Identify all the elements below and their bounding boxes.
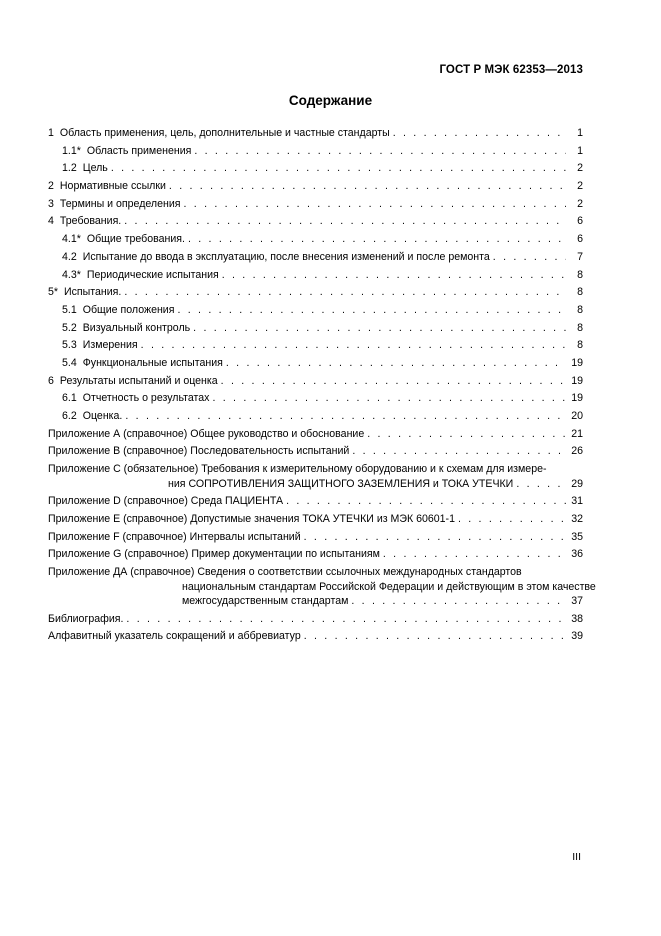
toc-entry-number: 5.3 (62, 339, 77, 352)
toc-entry[interactable] (48, 494, 583, 509)
toc-entry-number: 3 (48, 197, 54, 210)
toc-page-number: 19 (571, 392, 583, 405)
toc-entry-text: Приложение G (справочное) Пример документации по испытаниям (48, 548, 380, 561)
toc-page-number: 2 (577, 197, 583, 210)
toc-entry-text: Измерения (82, 339, 138, 352)
toc-entry-line: Приложение С (обязательное) Требования к измерительному оборудованию и к схемам для измере- (48, 463, 547, 476)
toc-entry[interactable] (48, 391, 583, 406)
toc-entry-label (48, 427, 364, 442)
toc-entry-text: Оценка. (82, 410, 123, 422)
toc-entry-number: 1.2 (62, 162, 77, 175)
toc-page-number: 35 (571, 530, 583, 543)
toc-entry-label (48, 494, 283, 509)
toc-title: Содержание (288, 93, 373, 108)
toc-entry-number: 4.2 (62, 250, 77, 263)
dot-leader (286, 494, 566, 509)
toc-entry[interactable] (48, 512, 583, 527)
toc-entry[interactable] (48, 161, 583, 176)
dot-leader (304, 530, 566, 545)
toc-entry-appendix-da[interactable] (48, 565, 596, 609)
dot-leader (188, 232, 566, 247)
dot-leader (516, 477, 566, 492)
toc-entry[interactable] (48, 232, 583, 247)
toc-page-number: 29 (571, 477, 583, 490)
toc-entry-label (48, 530, 301, 545)
toc-entry[interactable] (48, 250, 583, 265)
dot-leader (126, 612, 566, 627)
toc-main-list (48, 126, 583, 459)
toc-entry-text: Визуальный контроль (82, 321, 191, 334)
toc-entry-text: Функциональные испытания (82, 356, 223, 369)
toc-page-number: 7 (577, 250, 583, 263)
toc-entry[interactable] (48, 427, 583, 442)
toc-entry-text: Цель (82, 162, 108, 175)
toc-entry-label (48, 374, 218, 389)
toc-entry[interactable] (48, 197, 583, 212)
toc-entry[interactable] (48, 444, 583, 459)
toc-entry[interactable] (48, 214, 583, 229)
toc-page-number: 21 (571, 427, 583, 440)
toc-entry-text: Периодические испытания (86, 268, 219, 281)
dot-leader (212, 391, 566, 406)
toc-entry-number: 2 (48, 180, 54, 193)
toc-entry-number: 6 (48, 374, 54, 387)
toc-entry-text: Область применения, цель, дополнительные и частные стандарты (59, 127, 390, 139)
toc-entry[interactable] (48, 268, 583, 283)
toc-entry-label (48, 629, 301, 644)
toc-entry-text: Приложение В (справочное) Последовательность испытаний (48, 445, 350, 458)
toc-page-number: 19 (571, 374, 583, 387)
dot-leader (184, 197, 566, 212)
toc-entry-label (62, 391, 209, 406)
toc-entry-label (62, 303, 174, 318)
toc-entry-text: Область применения (86, 144, 192, 157)
toc-entry-label (48, 214, 121, 229)
toc-entry[interactable] (48, 285, 583, 300)
table-of-contents (48, 126, 596, 647)
toc-entry-text: Требования. (59, 215, 122, 228)
toc-entry-label (62, 356, 223, 371)
toc-entry-text: Испытание до ввода в эксплуатацию, после внесения изменений и после ремонта (82, 250, 490, 263)
toc-entry-label (48, 547, 380, 562)
toc-entry-number: 6.2 (62, 410, 77, 422)
toc-page-number: 8 (577, 321, 583, 334)
page-number: III (572, 851, 581, 863)
dot-leader (304, 629, 566, 644)
toc-entry-text: Общие положения (82, 303, 175, 316)
toc-entry-text: Результаты испытаний и оценка (59, 374, 218, 387)
dot-leader (393, 126, 566, 141)
document-code: ГОСТ Р МЭК 62353—2013 (439, 64, 583, 76)
toc-entry-text: Отчетность о результатах (82, 392, 210, 405)
toc-entry[interactable] (48, 303, 583, 318)
toc-entry-label (62, 232, 185, 247)
toc-page-number: 32 (571, 512, 583, 525)
toc-entry-number: 1.1* (62, 144, 81, 157)
toc-entry[interactable] (48, 530, 583, 545)
toc-page-number: 39 (571, 630, 583, 643)
toc-entry-line: ния СОПРОТИВЛЕНИЯ ЗАЩИТНОГО ЗАЗЕМЛЕНИЯ и ТОКА УТЕЧКИ (168, 477, 514, 490)
dot-leader (367, 427, 566, 442)
toc-entry-label (62, 338, 138, 353)
toc-page-number: 20 (571, 410, 583, 422)
toc-page-number: 1 (577, 144, 583, 157)
toc-page-number: 38 (571, 612, 583, 625)
dot-leader (124, 214, 566, 229)
toc-entry-label (48, 126, 390, 141)
dot-leader (125, 409, 566, 424)
toc-entry-number: 4 (48, 215, 54, 228)
dot-leader (177, 303, 566, 318)
toc-entry-label (48, 612, 123, 627)
toc-entry-appendix-c[interactable] (48, 462, 583, 491)
toc-page-number: 26 (571, 445, 583, 458)
dot-leader (226, 356, 566, 371)
toc-page-number: 36 (571, 548, 583, 561)
toc-entry[interactable] (48, 547, 583, 562)
toc-page-number: 6 (577, 233, 583, 246)
toc-entry-text: Термины и определения (59, 197, 181, 210)
toc-entry-number: 5.1 (62, 303, 77, 316)
toc-entry-number: 1 (48, 127, 54, 139)
dot-leader (352, 444, 566, 459)
toc-entry-label (62, 321, 190, 336)
toc-entry-text: Приложение Е (справочное) Допустимые значения ТОКА УТЕЧКИ из МЭК 60601-1 (48, 512, 455, 525)
toc-page-number: 8 (577, 268, 583, 281)
toc-page-number: 8 (577, 286, 583, 299)
toc-appendix-list (48, 494, 583, 562)
toc-entry-label (48, 179, 166, 194)
toc-entry-text: Испытания. (64, 286, 122, 299)
toc-page-number: 37 (571, 595, 583, 607)
toc-entry[interactable] (48, 409, 583, 424)
toc-entry-label (48, 444, 349, 459)
toc-entry-label (48, 197, 181, 212)
dot-leader (221, 374, 566, 389)
toc-entry-text: Приложение А (справочное) Общее руководство и обоснование (48, 427, 365, 440)
toc-entry-line: Приложение ДА (справочное) Сведения о соответствии ссылочных международных стандартов (48, 566, 522, 578)
toc-entry-number: 5.2 (62, 321, 77, 334)
toc-entry-label (48, 512, 455, 527)
toc-page-number: 19 (571, 356, 583, 369)
toc-entry-label (62, 268, 219, 283)
toc-entry-number: 4.3* (62, 268, 81, 281)
toc-entry-text: Приложение F (справочное) Интервалы испытаний (48, 530, 301, 543)
toc-page-number: 1 (577, 127, 583, 139)
toc-page-number: 6 (577, 215, 583, 228)
toc-entry-text: Приложение D (справочное) Среда ПАЦИЕНТА (48, 495, 284, 508)
dot-leader (193, 321, 566, 336)
toc-entry[interactable] (48, 629, 583, 644)
dot-leader (493, 250, 566, 265)
dot-leader (351, 594, 566, 609)
toc-entry-label (48, 285, 121, 300)
toc-entry-number: 6.1 (62, 392, 77, 405)
toc-entry-label (62, 409, 122, 424)
toc-page-number: 31 (571, 495, 583, 508)
dot-leader (194, 144, 566, 159)
dot-leader (383, 547, 566, 562)
dot-leader (141, 338, 566, 353)
toc-entry[interactable] (48, 356, 583, 371)
toc-entry[interactable] (48, 126, 583, 141)
toc-entry-text: Библиография. (48, 612, 124, 625)
toc-entry-label (62, 161, 108, 176)
toc-entry-text: Нормативные ссылки (59, 180, 166, 193)
toc-entry-text: Общие требования. (86, 233, 185, 246)
toc-entry-line: межгосударственным стандартам (182, 595, 349, 607)
toc-entry-number: 5.4 (62, 356, 77, 369)
dot-leader (124, 285, 566, 300)
dot-leader (111, 161, 566, 176)
toc-page-number: 2 (577, 180, 583, 193)
toc-entry[interactable] (48, 179, 583, 194)
toc-page-number: 2 (577, 162, 583, 175)
toc-entry[interactable] (48, 338, 583, 353)
toc-entry-number: 4.1* (62, 233, 81, 246)
toc-entry-label (62, 144, 191, 159)
dot-leader (169, 179, 566, 194)
toc-entry[interactable] (48, 321, 583, 336)
toc-entry-number: 5* (48, 286, 59, 299)
toc-page-number: 8 (577, 303, 583, 316)
toc-entry-line: национальным стандартам Российской Федерации и действующим в этом качестве (182, 580, 596, 593)
toc-entry[interactable] (48, 612, 583, 627)
dot-leader (458, 512, 566, 527)
toc-entry[interactable] (48, 374, 583, 389)
toc-entry-label (62, 250, 490, 265)
dot-leader (222, 268, 566, 283)
toc-entry[interactable] (48, 144, 583, 159)
toc-end-list (48, 612, 583, 644)
toc-entry-text: Алфавитный указатель сокращений и аббревиатур (48, 630, 301, 643)
toc-page-number: 8 (577, 339, 583, 352)
